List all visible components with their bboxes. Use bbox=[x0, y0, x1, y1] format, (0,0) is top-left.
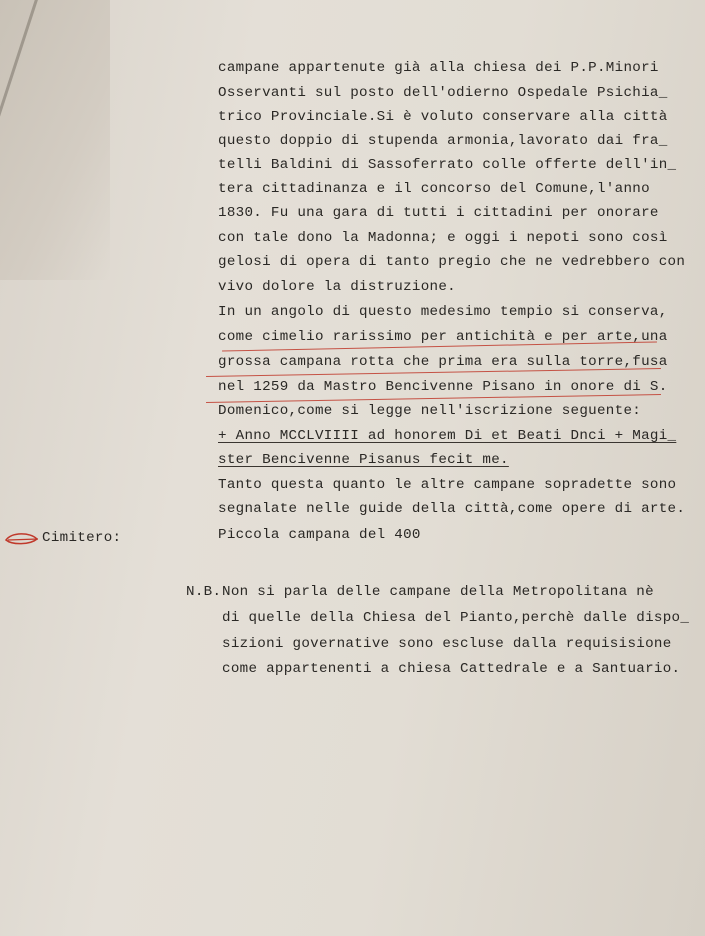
text-line: con tale dono la Madonna; e oggi i nepoti sono così bbox=[218, 230, 668, 246]
page-fold-shadow bbox=[0, 0, 110, 280]
text-line: grossa campana rotta che prima era sulla torre,fusa bbox=[218, 354, 668, 370]
red-pen-mark-icon bbox=[4, 530, 40, 546]
margin-label-cimitero: Cimitero: bbox=[42, 530, 122, 546]
text-line: Piccola campana del 400 bbox=[218, 527, 421, 543]
nb-text-line: Non si parla delle campane della Metropolitana nè bbox=[222, 584, 654, 600]
text-line: trico Provinciale.Si è voluto conservare alla città bbox=[218, 109, 668, 125]
nb-label: N.B. bbox=[186, 584, 222, 600]
text-line: tera cittadinanza e il concorso del Comune,l'anno bbox=[218, 181, 650, 197]
text-line: questo doppio di stupenda armonia,lavorato dai fra_ bbox=[218, 133, 668, 149]
text-line: campane appartenute già alla chiesa dei P.P.Minori bbox=[218, 60, 659, 76]
inscription-line: + Anno MCCLVIIII ad honorem Di et Beati Dnci + Magi_ bbox=[218, 428, 677, 444]
text-line: nel 1259 da Mastro Bencivenne Pisano in onore di S. bbox=[218, 379, 668, 395]
nb-text-line: sizioni governative sono escluse dalla requisisione bbox=[222, 636, 672, 652]
text-line: Tanto questa quanto le altre campane sopradette sono bbox=[218, 477, 677, 493]
text-line: gelosi di opera di tanto pregio che ne vedrebbero con bbox=[218, 254, 686, 270]
nb-text-line: come appartenenti a chiesa Cattedrale e a Santuario. bbox=[222, 661, 681, 677]
text-line: Domenico,come si legge nell'iscrizione seguente: bbox=[218, 403, 642, 419]
text-line: 1830. Fu una gara di tutti i cittadini per onorare bbox=[218, 205, 659, 221]
inscription-line: ster Bencivenne Pisanus fecit me. bbox=[218, 452, 509, 468]
text-line: come cimelio rarissimo per antichità e per arte,una bbox=[218, 329, 668, 345]
text-line: In un angolo di questo medesimo tempio si conserva, bbox=[218, 304, 668, 320]
text-line: segnalate nelle guide della città,come opere di arte. bbox=[218, 501, 686, 517]
text-line: telli Baldini di Sassoferrato colle offerte dell'in_ bbox=[218, 157, 677, 173]
text-line: Osservanti sul posto dell'odierno Ospedale Psichia_ bbox=[218, 85, 668, 101]
text-line: vivo dolore la distruzione. bbox=[218, 279, 456, 295]
red-pen-underline bbox=[206, 394, 661, 403]
nb-text-line: di quelle della Chiesa del Pianto,perchè dalle dispo_ bbox=[222, 610, 690, 626]
